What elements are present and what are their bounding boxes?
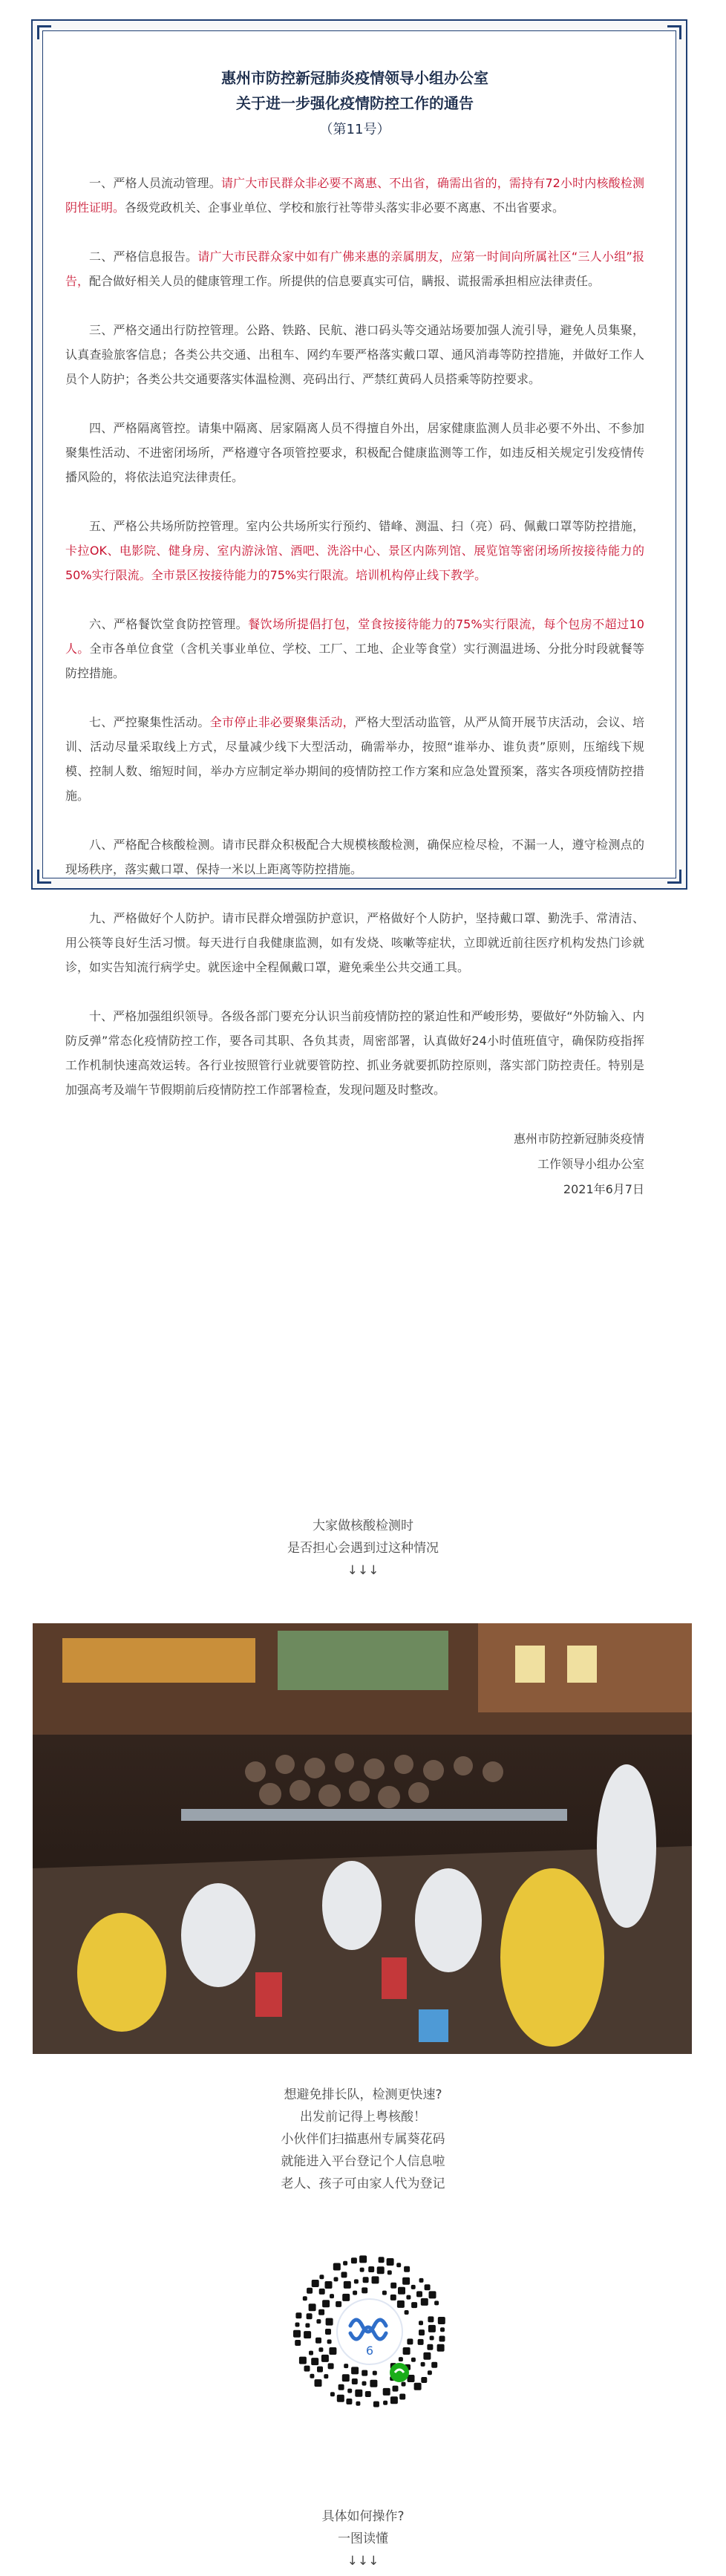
caption-instructions-line5: 老人、孩子可由家人代为登记 — [281, 2176, 445, 2191]
qr-module — [310, 2374, 314, 2378]
highlighted-text: 餐饮场所提倡打包，堂食按接待能力的75%实行限流，每个包房不超过10人。 — [65, 617, 644, 656]
mini-program-qr-icon — [288, 2250, 451, 2413]
qr-module — [362, 2370, 367, 2376]
qr-module — [416, 2291, 422, 2297]
qr-module — [312, 2280, 319, 2287]
qr-module — [359, 2255, 367, 2263]
caption-instructions-line2: 出发前记得上粤核酸！ — [300, 2110, 426, 2125]
qr-module — [309, 2303, 316, 2311]
qr-module — [434, 2301, 439, 2305]
qr-module — [418, 2339, 424, 2345]
paragraph-text: 二、严格信息报告。 — [89, 250, 198, 264]
qr-module — [321, 2355, 329, 2362]
qr-module — [319, 2289, 325, 2295]
qr-module — [428, 2370, 432, 2375]
qr-module — [329, 2347, 336, 2355]
qr-module — [336, 2301, 341, 2307]
qr-module — [325, 2329, 331, 2335]
qr-module — [365, 2391, 371, 2397]
qr-module — [351, 2367, 359, 2374]
notice-paragraph-8 — [65, 832, 644, 881]
notice-paragraph-10 — [65, 1004, 644, 1102]
qr-module — [330, 2294, 334, 2298]
caption-intro-line2: 是否担心会遇到过这种情况 — [287, 1541, 439, 1556]
highlighted-text: 全市停止非必要聚集活动， — [209, 715, 355, 729]
paragraph-text: 五、严格公共场所防控管理。室内公共场所实行预约、错峰、测温、扫（亮）码、佩戴口罩等防控措施， — [89, 519, 644, 533]
qr-module — [428, 2316, 434, 2322]
signature-line2: 工作领导小组办公室 — [537, 1157, 644, 1171]
qr-module — [307, 2313, 313, 2319]
notice-number: （第11号） — [319, 122, 390, 137]
qr-module — [373, 2371, 377, 2376]
qr-module — [317, 2367, 323, 2373]
highlighted-text: 请广大市民群众家中如有广佛来惠的亲属朋友，应第一时间向所属社区“三人小组”报告， — [65, 250, 644, 288]
qr-module — [316, 2319, 321, 2324]
qr-module — [387, 2258, 394, 2266]
caption-intro-line1: 大家做核酸检测时 — [313, 1519, 413, 1533]
qr-module — [411, 2302, 417, 2308]
paragraph-text: 四、严格隔离管控。请集中隔离、居家隔离人员不得擅自外出，居家健康监测人员非必要不外出、不参加聚集性活动、不进密闭场所，严格遵守各项管控要求，积极配合健康监测等工作，如违反相关规定引发疫情传播风险的，将依法追究法律责任。 — [65, 421, 644, 484]
qr-module — [341, 2272, 347, 2277]
qr-module — [327, 2339, 332, 2344]
qr-module — [429, 2291, 436, 2298]
qr-module — [421, 2362, 425, 2367]
qr-module — [397, 2301, 405, 2308]
qr-module — [360, 2268, 364, 2272]
paragraph-text: 七、严控聚集性活动。 — [89, 715, 210, 729]
qr-module — [440, 2327, 445, 2332]
qr-module — [425, 2284, 431, 2290]
qr-module — [305, 2324, 310, 2328]
paragraph-text: 八、严格配合核酸检测。请市民群众积极配合大规模核酸检测，确保应检尽检，不漏一人，遵守检测点的现场秩序，落实戴口罩、保持一米以上距离等防控措施。 — [65, 838, 644, 876]
qr-module — [295, 2323, 300, 2327]
caption-instructions-line1: 想避免排长队，检测更快速? — [284, 2087, 442, 2102]
qr-module — [383, 2401, 387, 2405]
caption-intro — [0, 1515, 726, 1582]
qr-module — [330, 2392, 335, 2396]
qr-module — [355, 2390, 362, 2397]
qr-module — [423, 2352, 431, 2360]
qr-module — [399, 2357, 403, 2361]
qr-module — [343, 2261, 347, 2266]
qr-module — [299, 2357, 307, 2364]
qr-module — [411, 2358, 416, 2362]
qr-module — [352, 2378, 358, 2384]
qr-module — [304, 2331, 311, 2338]
qr-module — [295, 2340, 301, 2346]
paragraph-text: 三、严格交通出行防控管理。公路、铁路、民航、港口码头等交通站场要加强人流引导，避免人员集聚，认真查验旅客信息；各类公共交通、出租车、网约车要严格落实戴口罩、通风消毒等防控措施，并做好工作人员个人防护；各类公共交通要落实体温检测、亮码出行、严禁红黄码人员搭乘等防控要求。 — [65, 323, 644, 386]
paragraph-text: 一、严格人员流动管理。 — [89, 176, 221, 190]
qr-module — [346, 2399, 352, 2404]
qr-module — [311, 2358, 318, 2365]
qr-module — [396, 2263, 401, 2267]
qr-module — [303, 2296, 307, 2301]
highlighted-text: 卡拉OK、电影院、健身房、室内游泳馆、酒吧、洗浴中心、景区内陈列馆、展览馆等密闭场所按接待能力的50%实行限流。全市景区按接待能力的75%实行限流。培训机构停止线下教学。 — [65, 544, 644, 582]
qr-module — [307, 2288, 313, 2294]
qr-module — [437, 2344, 445, 2352]
qr-module — [421, 2298, 428, 2306]
notice-paragraph-4 — [65, 416, 644, 489]
qr-module — [309, 2351, 313, 2355]
notice-paragraph-3 — [65, 318, 644, 391]
qr-module — [419, 2321, 423, 2325]
qr-module — [325, 2281, 333, 2289]
qr-module — [438, 2317, 445, 2324]
signature-block — [65, 1126, 644, 1202]
qr-module — [402, 2382, 406, 2387]
notice-paragraph-2 — [65, 244, 644, 293]
qr-module — [411, 2285, 416, 2289]
qr-module — [344, 2281, 351, 2289]
caption-howto-line1: 具体如何操作? — [321, 2509, 405, 2524]
qr-module — [344, 2364, 348, 2368]
paragraph-text: 九、严格做好个人防护。请市民群众增强防护意识，严格做好个人防护，坚持戴口罩、勤洗手、常清洁、用公筷等良好生活习惯。每天进行自我健康监测，如有发烧、咳嗽等症状，立即就近前往医疗机构发热门诊就诊，如实告知流行病学史。就医途中全程佩戴口罩，避免乘坐公共交通工具。 — [65, 911, 644, 974]
caption-instructions — [0, 2084, 726, 2195]
qr-module — [372, 2276, 379, 2283]
testing-crowd-photo — [33, 1623, 692, 2054]
qr-module — [373, 2401, 379, 2407]
notice-body — [65, 171, 644, 1102]
qr-module — [407, 2338, 413, 2344]
wechat-mini-program-badge — [390, 2363, 409, 2382]
qr-module — [339, 2384, 344, 2390]
paragraph-text: 全市各单位食堂（含机关事业单位、学校、工厂、工地、企业等食堂）实行测温进场、分批分时段就餐等防控措施。 — [65, 642, 644, 680]
qr-module — [406, 2295, 411, 2300]
qr-module — [362, 2381, 367, 2386]
crowd-scene-illustration — [33, 1623, 692, 2054]
qr-module — [404, 2266, 410, 2272]
qr-module — [351, 2257, 357, 2263]
qr-module — [403, 2347, 411, 2355]
qr-module — [377, 2266, 385, 2274]
qr-module — [315, 2379, 322, 2387]
qr-module — [439, 2336, 445, 2342]
notice-paragraph-9 — [65, 906, 644, 979]
caption-howto-line2: 一图读懂 — [338, 2531, 388, 2546]
qr-module — [347, 2389, 352, 2393]
qr-module — [356, 2401, 360, 2406]
qr-module — [368, 2266, 374, 2272]
qr-module — [370, 2380, 377, 2387]
qr-module — [318, 2347, 323, 2352]
qr-module — [428, 2325, 436, 2332]
paragraph-text: 十、严格加强组织领导。各级各部门要充分认识当前疫情防控的紧迫性和严峻形势，要做好“外防输入、内防反弹”常态化疫情防控工作，要各司其职、各负其责，周密部署，认真做好24小时值班值守，确保防疫指挥工作机制快速高效运转。各行业按照管行业就要管防控、抓业务就要抓防控原则，落实部门防控责任。特别是加强高考及端午节假期前后疫情防控工作部署检查，发现问题及时整改。 — [65, 1009, 644, 1097]
qr-module — [334, 2277, 339, 2281]
highlighted-text: 请广大市民群众非必要不离惠、不出省，确需出省的，需持有72小时内核酸检测阴性证明。 — [65, 176, 644, 215]
qr-module — [419, 2278, 424, 2283]
qr-module — [362, 2287, 367, 2293]
qr-module — [421, 2377, 427, 2383]
qr-module — [414, 2383, 422, 2390]
qr-module — [353, 2291, 357, 2295]
qr-module — [354, 2279, 359, 2283]
notice-date: 2021年6月7日 — [563, 1182, 644, 1196]
qr-module — [405, 2310, 409, 2315]
notice-frame — [31, 19, 687, 1196]
qr-module — [390, 2283, 396, 2289]
sunflower-qr-code[interactable] — [288, 2250, 451, 2413]
qr-module — [382, 2291, 387, 2295]
qr-module — [326, 2318, 333, 2326]
notice-paragraph-6 — [65, 612, 644, 685]
caption-howto — [0, 2505, 726, 2572]
qr-module — [393, 2386, 399, 2392]
qr-module — [387, 2270, 392, 2275]
qr-module — [324, 2374, 328, 2378]
qr-module — [304, 2366, 310, 2372]
qr-module — [419, 2329, 425, 2335]
qr-module — [390, 2396, 398, 2404]
paragraph-text: 严格大型活动监管，从严从简开展节庆活动，会议、培训、活动尽量采取线上方式，尽量减少线下大型活动，确需举办，按照“谁举办、谁负责”原则，压缩线下规模、控制人数、缩短时间，举办方应制定举办期间的疫情防控工作方案和应急处置预案，落实各项疫情防控措施。 — [65, 715, 644, 803]
caption-instructions-line4: 就能进入平台登记个人信息啦 — [281, 2154, 445, 2169]
qr-module — [295, 2312, 301, 2318]
paragraph-text: 各级党政机关、企事业单位、学校和旅行社等带头落实非必要不离惠、不出省要求。 — [125, 200, 565, 215]
qr-module — [427, 2344, 433, 2350]
notice-title-line2: 关于进一步强化疫情防控工作的通告 — [236, 94, 474, 112]
qr-module — [328, 2363, 334, 2369]
paragraph-text: 配合做好相关人员的健康管理工作。所提供的信息要真实可信，瞒报、谎报需承担相应法律责任。 — [89, 274, 601, 288]
notice-content — [65, 65, 644, 1202]
qr-center-label: 6 — [365, 2344, 374, 2358]
notice-paragraph-1 — [65, 171, 644, 220]
qr-module — [399, 2394, 405, 2400]
caption-instructions-line3: 小伙伴们扫描惠州专属葵花码 — [281, 2132, 445, 2147]
qr-module — [319, 2275, 324, 2279]
signature-line1: 惠州市防控新冠肺炎疫情 — [513, 1132, 644, 1146]
qr-module — [431, 2362, 437, 2368]
paragraph-text: 六、严格餐饮堂食防控管理。 — [89, 617, 249, 631]
qr-module — [379, 2257, 385, 2263]
qr-module — [315, 2338, 321, 2344]
qr-module — [430, 2336, 434, 2341]
notice-paragraph-5 — [65, 514, 644, 587]
qr-module — [322, 2300, 330, 2307]
qr-module — [293, 2330, 301, 2338]
down-arrows: ↓↓↓ — [347, 2554, 379, 2569]
qr-module — [402, 2277, 410, 2285]
down-arrows: ↓↓↓ — [347, 1563, 379, 1578]
notice-paragraph-7 — [65, 710, 644, 808]
qr-module — [337, 2395, 344, 2402]
qr-module — [383, 2388, 390, 2396]
qr-module — [390, 2295, 396, 2301]
qr-module — [318, 2309, 324, 2315]
qr-module — [333, 2263, 341, 2271]
qr-module — [342, 2294, 350, 2301]
qr-module — [363, 2277, 369, 2283]
qr-module — [398, 2287, 405, 2295]
notice-title-line1: 惠州市防控新冠肺炎疫情领导小组办公室 — [221, 69, 488, 87]
qr-module — [342, 2374, 350, 2381]
